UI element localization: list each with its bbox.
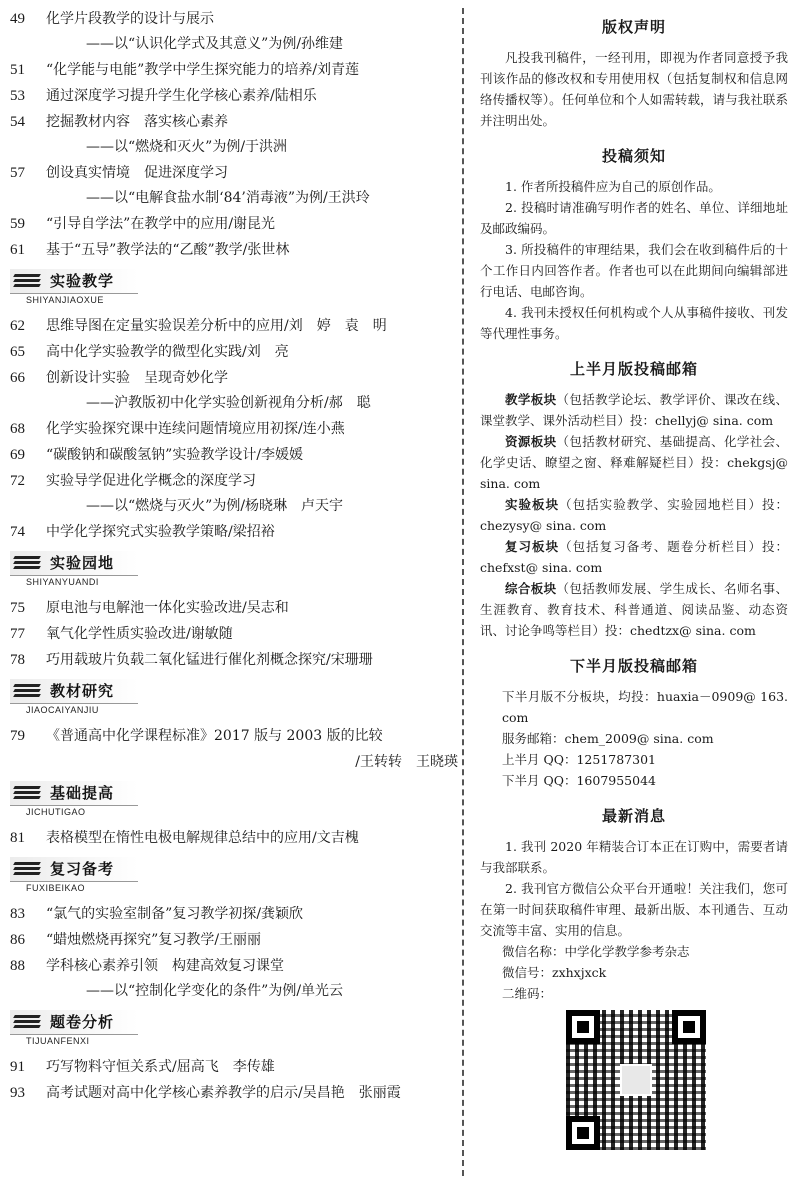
notice-item: 1. 作者所投稿件应为自己的原创作品。 <box>505 179 721 194</box>
section-stripes-icon <box>14 556 40 570</box>
toc-title: 实验导学促进化学概念的深度学习 <box>46 473 256 489</box>
toc-page-number: 66 <box>10 370 25 386</box>
toc-entry[interactable] <box>10 727 462 746</box>
section-title: 实验教学 <box>50 272 115 290</box>
toc-group-2 <box>10 317 462 542</box>
toc-entry[interactable] <box>10 931 462 950</box>
toc-title: 表格模型在惰性电极电解规律总结中的应用/文吉槐 <box>46 830 359 846</box>
toc-page-number: 83 <box>10 906 25 922</box>
toc-subtitle: ——以“燃烧与灭火”为例/杨晓琳 卢天宇 <box>86 498 344 514</box>
upper-mailbox-item <box>480 389 788 431</box>
toc-title: 氧气化学性质实验改进/谢敏随 <box>46 626 233 642</box>
toc-page-number: 93 <box>10 1085 25 1101</box>
toc-entry[interactable] <box>10 113 462 132</box>
toc-entry[interactable] <box>10 523 462 542</box>
toc-author: /王转转 王晓瑛 <box>355 754 458 770</box>
wechat-line: 微信号：zxhxjxck <box>502 965 607 980</box>
section-title: 基础提高 <box>50 784 115 802</box>
toc-entry[interactable] <box>10 829 462 848</box>
toc-title: 《普通高中化学课程标准》2017 版与 2003 版的比较 <box>46 728 383 744</box>
news-item: 1. 我刊 2020 年精装合订本正在订购中，需要者请与我部联系。 <box>480 839 788 875</box>
toc-title: 巧用载玻片负载二氧化锰进行催化剂概念探究/宋珊珊 <box>46 652 373 668</box>
toc-entry[interactable] <box>10 317 462 336</box>
upper-mailbox-list <box>480 389 788 641</box>
upper-mailbox-item <box>480 578 788 641</box>
copyright-text: 凡投我刊稿件，一经刊用，即视为作者同意授予我刊该作品的修改权和专用使用权（包括复制权和信息网络传播权等）。任何单位和个人如需转载，请与我社联系并注明出处。 <box>480 50 788 128</box>
section-pinyin: SHIYANYUANDI <box>26 577 99 587</box>
toc-subtitle: ——以“认识化学式及其意义”为例/孙维建 <box>86 36 344 52</box>
mailbox-section-text: （包括教材研究、基础提高、化学社会、化学史话、瞭望之窗、释难解疑栏目）投：chekgsj@ sina. com <box>480 434 788 491</box>
mailbox-section-name: 资源板块 <box>505 434 557 449</box>
toc-page-number: 51 <box>10 62 25 78</box>
news-heading: 最新消息 <box>601 807 666 825</box>
copyright-heading: 版权声明 <box>601 18 666 36</box>
section-pinyin: SHIYANJIAOXUE <box>26 295 104 305</box>
toc-title: 挖掘教材内容 落实核心素养 <box>46 114 228 130</box>
section-header-shiyan-jiaoxue <box>10 267 462 307</box>
toc-entry[interactable] <box>10 343 462 362</box>
toc-title: 创设真实情境 促进深度学习 <box>46 165 228 181</box>
toc-entry[interactable] <box>10 1058 462 1077</box>
section-title: 复习备考 <box>50 860 115 878</box>
wechat-line: 二维码： <box>502 986 553 1001</box>
upper-mailbox-item <box>480 431 788 494</box>
toc-subtitle: ——以“电解食盐水制‘84’消毒液”为例/王洪玲 <box>86 190 370 206</box>
section-header-jiaocai-yanjiu <box>10 677 462 717</box>
toc-page-number: 61 <box>10 242 25 258</box>
sidebar-notices <box>474 0 792 1183</box>
lower-mailbox-item: 上半月 QQ：1251787301 <box>502 752 656 767</box>
section-stripes-icon <box>14 1015 40 1029</box>
lower-mailbox-item: 下半月版不分板块，均投：huaxia－0909@ 163. com <box>502 689 788 725</box>
mailbox-section-text: （包括实验教学、实验园地栏目）投：chezysy@ sina. com <box>480 497 788 533</box>
qr-logo-icon <box>620 1064 652 1096</box>
notice-item: 3. 所投稿件的审理结果，我们会在收到稿件后的十个工作日内回答作者。作者也可以在此期间向编辑部进行电话、电邮咨询。 <box>480 242 788 299</box>
toc-title: 中学化学探究式实验教学策略/梁招裕 <box>46 524 275 540</box>
toc-entry[interactable] <box>10 87 462 106</box>
wechat-info <box>480 941 788 1004</box>
section-stripes-icon <box>14 786 40 800</box>
toc-page-number: 57 <box>10 165 25 181</box>
toc-entry[interactable] <box>10 957 462 976</box>
toc-group-5 <box>10 829 462 848</box>
section-pinyin: FUXIBEIKAO <box>26 883 86 893</box>
toc-page-number: 49 <box>10 11 25 27</box>
mailbox-section-name: 复习板块 <box>505 539 560 554</box>
toc-page-number: 62 <box>10 318 25 334</box>
toc-subtitle: ——以“燃烧和灭火”为例/于洪洲 <box>86 139 288 155</box>
section-header-tijuan-fenxi <box>10 1008 462 1048</box>
toc-page-number: 86 <box>10 932 25 948</box>
section-pinyin: JICHUTIGAO <box>26 807 86 817</box>
section-header-fuxi-beikao <box>10 855 462 895</box>
lower-mailbox-item: 服务邮箱：chem_2009@ sina. com <box>502 731 714 746</box>
toc-title: 高考试题对高中化学核心素养教学的启示/吴昌艳 张丽霞 <box>46 1085 401 1101</box>
upper-mailbox-item <box>480 494 788 536</box>
wechat-line: 微信名称：中学化学教学参考杂志 <box>502 944 690 959</box>
notice-heading: 投稿须知 <box>601 147 666 165</box>
toc-entry[interactable] <box>10 625 462 644</box>
toc-entry[interactable] <box>10 369 462 388</box>
qr-code-icon[interactable] <box>566 1010 706 1150</box>
notice-item: 4. 我刊未授权任何机构或个人从事稿件接收、刊发等代理性事务。 <box>480 305 788 341</box>
lower-mailbox-list <box>480 686 788 791</box>
toc-page-number: 77 <box>10 626 25 642</box>
toc-page-number: 69 <box>10 447 25 463</box>
lower-mailbox-heading: 下半月版投稿邮箱 <box>569 657 698 675</box>
toc-entry[interactable] <box>10 905 462 924</box>
toc-group-1 <box>10 10 462 260</box>
toc-entry[interactable] <box>10 61 462 80</box>
toc-title: 学科核心素养引领 构建高效复习课堂 <box>46 958 284 974</box>
toc-page-number: 74 <box>10 524 25 540</box>
lower-mailbox-item: 下半月 QQ：1607955044 <box>502 773 656 788</box>
toc-title: “化学能与电能”教学中学生探究能力的培养/刘青莲 <box>46 62 360 78</box>
toc-title: “蜡烛燃烧再探究”复习教学/王丽丽 <box>46 932 262 948</box>
news-list <box>480 836 788 941</box>
mailbox-section-text: （包括复习备考、题卷分析栏目）投：chefxst@ sina. com <box>480 539 788 575</box>
toc-page-number: 72 <box>10 473 25 489</box>
toc-entry[interactable] <box>10 599 462 618</box>
toc-group-3 <box>10 599 462 670</box>
toc-page-number: 75 <box>10 600 25 616</box>
toc-title: 高中化学实验教学的微型化实践/刘 亮 <box>46 344 289 360</box>
toc-entry[interactable] <box>10 472 462 491</box>
toc-page-number: 91 <box>10 1059 25 1075</box>
toc-page-number: 81 <box>10 830 25 846</box>
toc-page-number: 68 <box>10 421 25 437</box>
toc-title: “氯气的实验室制备”复习教学初探/龚颖欣 <box>46 906 304 922</box>
toc-entry[interactable] <box>10 215 462 234</box>
toc-page-number: 79 <box>10 728 25 744</box>
toc-entry[interactable] <box>10 241 462 260</box>
toc-title: 创新设计实验 呈现奇妙化学 <box>46 370 228 386</box>
section-title: 实验园地 <box>50 554 115 572</box>
toc-entry[interactable] <box>10 1084 462 1103</box>
toc-page-number: 88 <box>10 958 25 974</box>
section-stripes-icon <box>14 274 40 288</box>
mailbox-section-text: （包括教师发展、学生成长、名师名事、生涯教育、教育技术、科普通道、阅读品鉴、动态资讯、讨论争鸣等栏目）投：chedtzx@ sina. com <box>480 581 788 638</box>
toc-entry[interactable] <box>10 420 462 439</box>
mailbox-section-name: 教学板块 <box>505 392 557 407</box>
toc-entry[interactable] <box>10 164 462 183</box>
mailbox-section-name: 综合板块 <box>505 581 557 596</box>
toc-title: 化学实验探究课中连续问题情境应用初探/连小燕 <box>46 421 345 437</box>
upper-mailbox-item <box>480 536 788 578</box>
toc-title: 原电池与电解池一体化实验改进/吴志和 <box>46 600 289 616</box>
section-title: 题卷分析 <box>50 1013 115 1031</box>
toc-page-number: 53 <box>10 88 25 104</box>
toc-entry[interactable] <box>10 10 462 29</box>
toc-subtitle: ——沪教版初中化学实验创新视角分析/郝 聪 <box>86 395 371 411</box>
toc-subtitle: ——以“控制化学变化的条件”为例/单光云 <box>86 983 344 999</box>
toc-title: 化学片段教学的设计与展示 <box>46 11 214 27</box>
section-header-shiyan-yuandi <box>10 549 462 589</box>
notice-list <box>480 176 788 344</box>
toc-title: 通过深度学习提升学生化学核心素养/陆相乐 <box>46 88 317 104</box>
section-pinyin: JIAOCAIYANJIU <box>26 705 99 715</box>
upper-mailbox-heading: 上半月版投稿邮箱 <box>569 360 698 378</box>
column-divider <box>462 8 464 1176</box>
toc-title: 基于“五导”教学法的“乙酸”教学/张世林 <box>46 242 290 258</box>
toc-page-number: 65 <box>10 344 25 360</box>
news-item: 2. 我刊官方微信公众平台开通啦！关注我们，您可在第一时间获取稿件审理、最新出版、本刊通告、互动交流等丰富、实用的信息。 <box>480 881 788 938</box>
toc-page-number: 59 <box>10 216 25 232</box>
mailbox-section-name: 实验板块 <box>505 497 560 512</box>
section-title: 教材研究 <box>50 682 115 700</box>
toc-page-number: 78 <box>10 652 25 668</box>
toc-title: 巧写物料守恒关系式/屈高飞 李传雄 <box>46 1059 275 1075</box>
toc-page-number: 54 <box>10 114 25 130</box>
section-header-jichu-tigao <box>10 779 462 819</box>
toc-group-7 <box>10 1058 462 1103</box>
toc-group-6 <box>10 905 462 1001</box>
section-pinyin: TIJUANFENXI <box>26 1036 90 1046</box>
section-stripes-icon <box>14 862 40 876</box>
toc-title: “引导自学法”在教学中的应用/谢昆光 <box>46 216 276 232</box>
section-stripes-icon <box>14 684 40 698</box>
toc-title: “碳酸钠和碳酸氢钠”实验教学设计/李媛媛 <box>46 447 304 463</box>
toc-entry[interactable] <box>10 446 462 465</box>
notice-item: 2. 投稿时请准确写明作者的姓名、单位、详细地址及邮政编码。 <box>480 200 788 236</box>
mailbox-section-text: （包括教学论坛、教学评价、课改在线、课堂教学、课外活动栏目）投：chellyj@ sina. com <box>480 392 788 428</box>
toc-title: 思维导图在定量实验误差分析中的应用/刘 婷 袁 明 <box>46 318 387 334</box>
toc-entry[interactable] <box>10 651 462 670</box>
